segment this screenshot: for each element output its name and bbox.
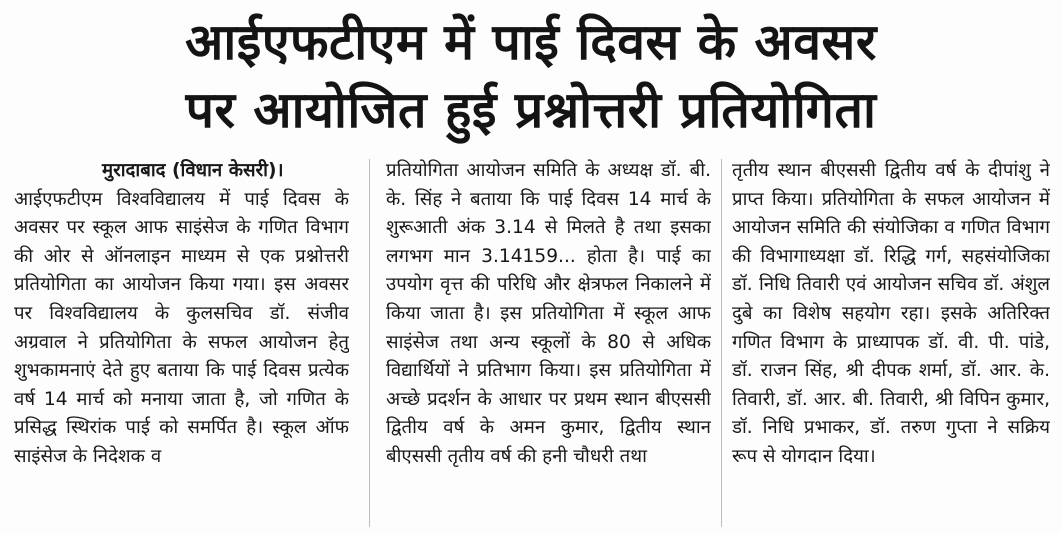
dateline: मुरादाबाद (विधान केसरी)। xyxy=(102,160,284,181)
headline-line-1: आईएफटीएम में पाई दिवस के अवसर xyxy=(185,13,877,71)
column-divider-1 xyxy=(369,159,370,527)
headline xyxy=(14,8,1048,144)
article-column-1 xyxy=(14,157,349,529)
column-divider-2 xyxy=(721,159,722,527)
article-column-3 xyxy=(732,157,1050,529)
column-1-text: आईएफटीएम विश्वविद्यालय में पाई दिवस के अवसर पर स्कूल आफ साइंसेज के गणित विभाग की ओर से ऑनलाइन माध्यम से एक प्रश्नोत्तरी प्रतियोगिता का आयोजन किया गया। इस अवसर पर विश्वविद्यालय के कुलसचिव डॉ. संजीव अग्रवाल ने प्रतियोगिता के सफल आयोजन हेतु शुभकामनाएं देते हुए बताया कि पाई दिवस प्रत्येक वर्ष 14 मार्च को मनाया जाता है, जो गणित के प्रसिद्ध स्थिरांक पाई को समर्पित है। स्कूल ऑफ साइंसेज के निदेशक व xyxy=(14,188,349,467)
column-2-text: प्रतियोगिता आयोजन समिति के अध्यक्ष डॉ. बी. के. सिंह ने बताया कि पाई दिवस 14 मार्च के शुरूआती अंक 3.14 से मिलते है तथा इसका लगभग मान 3.14159... होता है। पाई का उपयोग वृत्त की परिधि और क्षेत्रफल निकालने में किया जाता है। इस प्रतियोगिता में स्कूल आफ साइंसेज तथा अन्य स्कूलों के 80 से अधिक विद्यार्थियों ने प्रतिभाग किया। इस प्रतियोगिता में अच्छे प्रदर्शन के आधार पर प्रथम स्थान बीएससी द्वितीय वर्ष के अमन कुमार, द्वितीय स्थान बीएससी तृतीय वर्ष की हनी चौधरी तथा xyxy=(386,160,711,467)
article-body xyxy=(14,157,1050,529)
article-column-2 xyxy=(386,157,711,529)
column-3-text: तृतीय स्थान बीएससी द्वितीय वर्ष के दीपांशु ने प्राप्त किया। प्रतियोगिता के सफल आयोजन में आयोजन समिति की संयोजिका व गणित विभाग की विभागाध्यक्षा डॉ. रिद्धि गर्ग, सहसंयोजिका डॉ. निधि तिवारी एवं आयोजन सचिव डॉ. अंशुल दुबे का विशेष सहयोग रहा। इसके अतिरिक्त गणित विभाग के प्राध्यापक डॉ. वी. पी. पांडे, डॉ. राजन सिंह, श्री दीपक शर्मा, डॉ. आर. के. तिवारी, डॉ. आर. बी. तिवारी, श्री विपिन कुमार, डॉ. निधि प्रभाकर, डॉ. तरुण गुप्ता ने सक्रिय रूप से योगदान दिया। xyxy=(732,160,1050,467)
headline-line-2: पर आयोजित हुई प्रश्नोत्तरी प्रतियोगिता xyxy=(185,81,877,139)
